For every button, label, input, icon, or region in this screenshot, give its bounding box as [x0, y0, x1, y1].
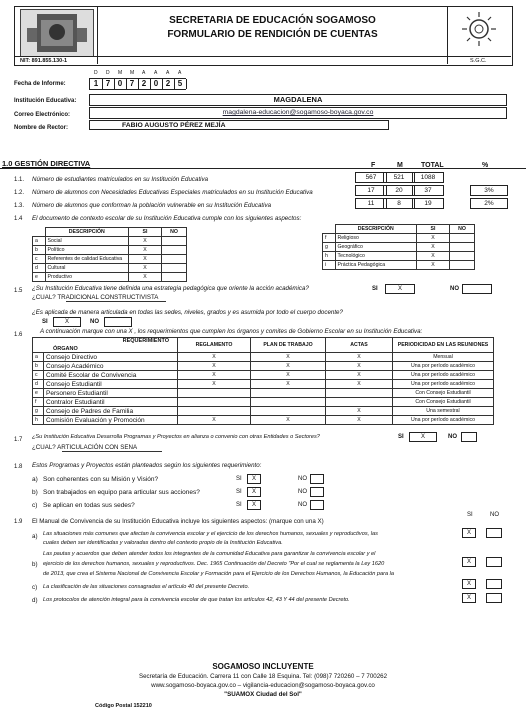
- q18-num: 1.8: [14, 464, 23, 470]
- q12-text: Número de alumnos con Necesidades Educativas Especiales matriculados en su Institución Educativa: [32, 189, 313, 196]
- table-row: f Religioso X: [323, 234, 475, 243]
- q15-si-checkbox[interactable]: X: [385, 284, 415, 294]
- institucion-field[interactable]: MAGDALENA: [89, 94, 507, 106]
- q14-right-table: DESCRIPCIÓN SI NO f Religioso X g Geográfico X h Tecnológico X i Práctica Pedagógica X: [322, 224, 475, 270]
- q19-d-letter: d): [32, 597, 38, 604]
- table-row: b Político X: [33, 246, 187, 255]
- q18-c-letter: c): [32, 502, 38, 509]
- q15-cual: ¿CUAL? TRADICIONAL CONSTRUCTIVISTA: [32, 294, 159, 301]
- q15-num: 1.5: [14, 288, 23, 294]
- q18-b-text: Son trabajados en equipo para articular sus acciones?: [43, 489, 200, 496]
- q19-d-si-checkbox[interactable]: X: [462, 593, 476, 603]
- q16-text: A continuación marque con una X , los requerimientos que cumplen los órganos y comites de Gobierno Escolar en su Institución Educativa:: [40, 328, 423, 335]
- page-title: SECRETARIA DE EDUCACIÓN SOGAMOSO: [169, 15, 376, 26]
- footer-slogan: "SUAMOX Ciudad del Sol": [224, 691, 302, 698]
- table-row: f Contralor Estudiantil Con Consejo Estudiantil: [33, 398, 494, 407]
- sgc-label: S.G.C.: [470, 58, 487, 64]
- table-row: i Práctica Pedagógica X: [323, 261, 475, 270]
- q18-text: Estos Programas y Proyectos están planteados según los siguientes requerimiento:: [32, 462, 262, 469]
- q18-b-letter: b): [32, 489, 38, 496]
- q18-c-no-label: NO: [298, 502, 307, 508]
- q16-num: 1.6: [14, 332, 23, 338]
- q17-si-label: SI: [398, 434, 404, 440]
- q15-q2-no-checkbox[interactable]: [104, 317, 132, 327]
- q14-text: El documento de contexto escolar de su Institución Educativa cumple con los siguientes aspectos:: [32, 215, 302, 222]
- rector-field[interactable]: FABIO AUGUSTO PÉREZ MEJÍA: [89, 120, 389, 130]
- q19-c-si-checkbox[interactable]: X: [462, 579, 476, 589]
- correo-field[interactable]: magdalena-educacion@sogamoso-boyaca.gov.co: [89, 107, 507, 119]
- q19-a-letter: a): [32, 533, 38, 540]
- section-title: 1.0 GESTIÓN DIRECTIVA: [2, 159, 91, 168]
- q18-c-si-checkbox[interactable]: X: [247, 500, 261, 510]
- q15-q2-no-label: NO: [90, 319, 99, 325]
- q15-no-checkbox[interactable]: [462, 284, 492, 294]
- q19-b-text1: ejercicio de los derechos humanos, sexuales y reproductivos. Dec. 1965 Continuación del Decreto "Por el cual se reglamenta la Ley 1620: [43, 561, 385, 567]
- page-subtitle: FORMULARIO DE RENDICIÓN DE CUENTAS: [167, 29, 378, 40]
- q11-total-field[interactable]: 1088: [412, 172, 444, 183]
- q19-si-header: SI: [467, 512, 473, 518]
- q14-left-table: DESCRIPCIÓN SI NO a Social X b Político X c Referentes de calidad Educativa X d Cultural X e Productivo X: [32, 227, 187, 282]
- col-f-header: F: [371, 162, 376, 169]
- table-row: c Referentes de calidad Educativa X: [33, 255, 187, 264]
- q17-cual: ¿CUAL? ARTICULACIÓN CON SENA: [32, 444, 138, 451]
- q18-b-no-checkbox[interactable]: [310, 487, 324, 497]
- table-row: e Productivo X: [33, 273, 187, 282]
- q19-text: El Manual de Convivencia de su Institución Educativa incluye los siguientes aspectos: (marque con una X): [32, 518, 324, 525]
- table-row: a Consejo Directivo X X X Mensual: [33, 353, 494, 362]
- col-m-header: M: [397, 162, 403, 169]
- q19-b-si-checkbox[interactable]: X: [462, 557, 476, 567]
- nit-label: NIT: 891.855.130-1: [20, 58, 68, 64]
- q15-q2-si-label: SI: [42, 319, 48, 325]
- table-row: h Tecnológico X: [323, 252, 475, 261]
- q13-total-field[interactable]: 19: [412, 198, 444, 209]
- footer-postal: Código Postal 152210: [95, 703, 152, 709]
- q12-num: 1.2.: [14, 190, 25, 196]
- q19-c-text1: La clasificación de las situaciones consagradas el artículo 40 del presente Decreto.: [43, 584, 250, 590]
- q17-si-checkbox[interactable]: X: [409, 432, 437, 442]
- rector-label: Nombre de Rector:: [14, 125, 69, 131]
- table-row: d Consejo Estudiantil X X X Una por período académico: [33, 380, 494, 389]
- q19-b-letter: b): [32, 561, 38, 568]
- footer-address: Secretaría de Educación. Carrera 11 con Calle 18 Esquina. Tel: (098)7 720260 – 7 700262: [138, 673, 388, 680]
- institucion-label: Institución Educativa:: [14, 98, 77, 104]
- col-total-header: TOTAL: [421, 162, 444, 169]
- table-row: h Comisión Evaluación y Promoción X X X Una por período académico: [33, 416, 494, 425]
- q15-si-label: SI: [372, 286, 378, 292]
- q18-a-si-checkbox[interactable]: X: [247, 474, 261, 484]
- q18-b-si-checkbox[interactable]: X: [247, 487, 261, 497]
- q11-text: Número de estudiantes matriculados en su Institución Educativa: [32, 176, 209, 183]
- q13-pct-field[interactable]: 2%: [470, 198, 508, 209]
- q19-c-letter: c): [32, 584, 38, 591]
- fecha-field[interactable]: 1 7 0 7 2 0 2 5: [89, 78, 186, 90]
- table-row: b Consejo Académico X X X Una por período académico: [33, 362, 494, 371]
- q19-d-text1: Los protocolos de atención integral para la convivencia escolar de que tratan los artículos 42, 43 Y 44 del presente Decreto.: [43, 597, 350, 603]
- q19-b-text0: Las pautas y acuerdos que deben atender todos los integrantes de la comunidad Educativa para garantizar la convivencia escolar y el: [43, 551, 376, 557]
- q18-c-text: Se aplican en todas sus sedes?: [43, 502, 135, 509]
- q17-cual-line: [62, 451, 162, 452]
- q13-num: 1.3.: [14, 203, 25, 209]
- table-row: a Social X: [33, 237, 187, 246]
- q15-cual-line: [66, 301, 166, 302]
- footer-web: www.sogamoso-boyaca.gov.co – vigilancia-educacion@sogamoso-boyaca.gov.co: [151, 682, 375, 689]
- q18-c-no-checkbox[interactable]: [310, 500, 324, 510]
- q17-num: 1.7: [14, 437, 23, 443]
- q19-a-no-checkbox[interactable]: [486, 528, 502, 538]
- q19-d-no-checkbox[interactable]: [486, 593, 502, 603]
- q17-no-checkbox[interactable]: [461, 432, 477, 442]
- q12-pct-field[interactable]: 3%: [470, 185, 508, 196]
- correo-label: Correo Electrónico:: [14, 112, 71, 118]
- q18-a-text: Son coherentes con su Misión y Visión?: [43, 476, 159, 483]
- q12-m-field[interactable]: 20: [383, 185, 415, 196]
- q18-a-no-label: NO: [298, 476, 307, 482]
- q19-a-si-checkbox[interactable]: X: [462, 528, 476, 538]
- table-row: c Comité Escolar de Convivencia X X X Una por período académico: [33, 371, 494, 380]
- q19-no-header: NO: [490, 512, 499, 518]
- q15-q2-si-checkbox[interactable]: X: [53, 317, 81, 327]
- q17-text: ¿Su Institución Educativa Desarrolla Programas y Proyectos en alianza o convenio con otras Entidades o Sectores?: [32, 434, 320, 440]
- q12-f-field[interactable]: 17: [355, 185, 387, 196]
- q19-a-text2: cuales deben ser identificadas y valoradas dentro del contexto propio de la Institución Educativa.: [43, 540, 283, 546]
- q18-a-si-label: SI: [236, 476, 242, 482]
- table-row: g Consejo de Padres de Familia X Una semestral: [33, 407, 494, 416]
- q18-a-letter: a): [32, 476, 38, 483]
- header-bottom-line: [14, 56, 511, 57]
- q14-num: 1.4: [14, 216, 23, 222]
- q19-b-text2: de 2013, que crea el Sistema Nacional de Convivencia Escolar y Formación para el Ejercicio de los Derechos Humanos, la Educación para la: [43, 571, 395, 577]
- q17-no-label: NO: [448, 434, 457, 440]
- fecha-letters: D D M M A A A A: [94, 70, 182, 76]
- q19-num: 1.9: [14, 519, 23, 525]
- q13-f-field[interactable]: 11: [355, 198, 387, 209]
- q11-f-field[interactable]: 567: [355, 172, 387, 183]
- coat-of-arms-logo: [20, 9, 94, 57]
- q18-a-no-checkbox[interactable]: [310, 474, 324, 484]
- footer-title: SOGAMOSO INCLUYENTE: [212, 662, 314, 671]
- q15-text: ¿Su Institución Educativa tiene definida una estrategia pedagógica que oriente la acción académica?: [32, 285, 309, 292]
- col-pct-header: %: [482, 162, 489, 169]
- sun-logo: [455, 9, 503, 53]
- q15-no-label: NO: [450, 286, 459, 292]
- q18-b-si-label: SI: [236, 489, 242, 495]
- q18-c-si-label: SI: [236, 502, 242, 508]
- q15-q2-text: ¿Es aplicada de manera articulada en todas las sedes, niveles, grados y es asumida por todo el cuerpo docente?: [32, 309, 343, 316]
- q16-table: REQUERIMIENTO ÓRGANO REGLAMENTO PLAN DE TRABAJO ACTAS PERIODICIDAD EN LAS REUNIONES a Consejo Directivo X X X Mensual b Consejo Académico X X X Una por período académico c Comité Escolar de Convivencia X X X Una por período académico d Consejo Estudiantil X X X Una por período académico e Personero Estudiantil Con Consejo Estudiantil f Contralor Estudiantil Con Consejo Estudiantil g Consejo de Padres de Familia X Una semestral h Comisión Evaluación y Promoción X X X Una por período académico: [32, 337, 494, 425]
- q18-b-no-label: NO: [298, 489, 307, 495]
- q11-num: 1.1.: [14, 177, 25, 183]
- q12-total-field[interactable]: 37: [412, 185, 444, 196]
- q13-m-field[interactable]: 8: [383, 198, 415, 209]
- fecha-label: Fecha de Informe:: [14, 81, 66, 87]
- table-row: g Geográfico X: [323, 243, 475, 252]
- table-row: d Cultural X: [33, 264, 187, 273]
- table-row: e Personero Estudiantil Con Consejo Estudiantil: [33, 389, 494, 398]
- q19-a-text1: Las situaciones más comunes que afectan la convivencia escolar y el ejercicio de los derechos humanos, sexuales y reproductivos, las: [43, 531, 378, 537]
- q19-b-no-checkbox[interactable]: [486, 557, 502, 567]
- q11-m-field[interactable]: 521: [383, 172, 415, 183]
- section-underline: [0, 168, 526, 169]
- q19-c-no-checkbox[interactable]: [486, 579, 502, 589]
- q13-text: Número de alumnos que conforman la población vulnerable en su Institución Educativa: [32, 202, 272, 209]
